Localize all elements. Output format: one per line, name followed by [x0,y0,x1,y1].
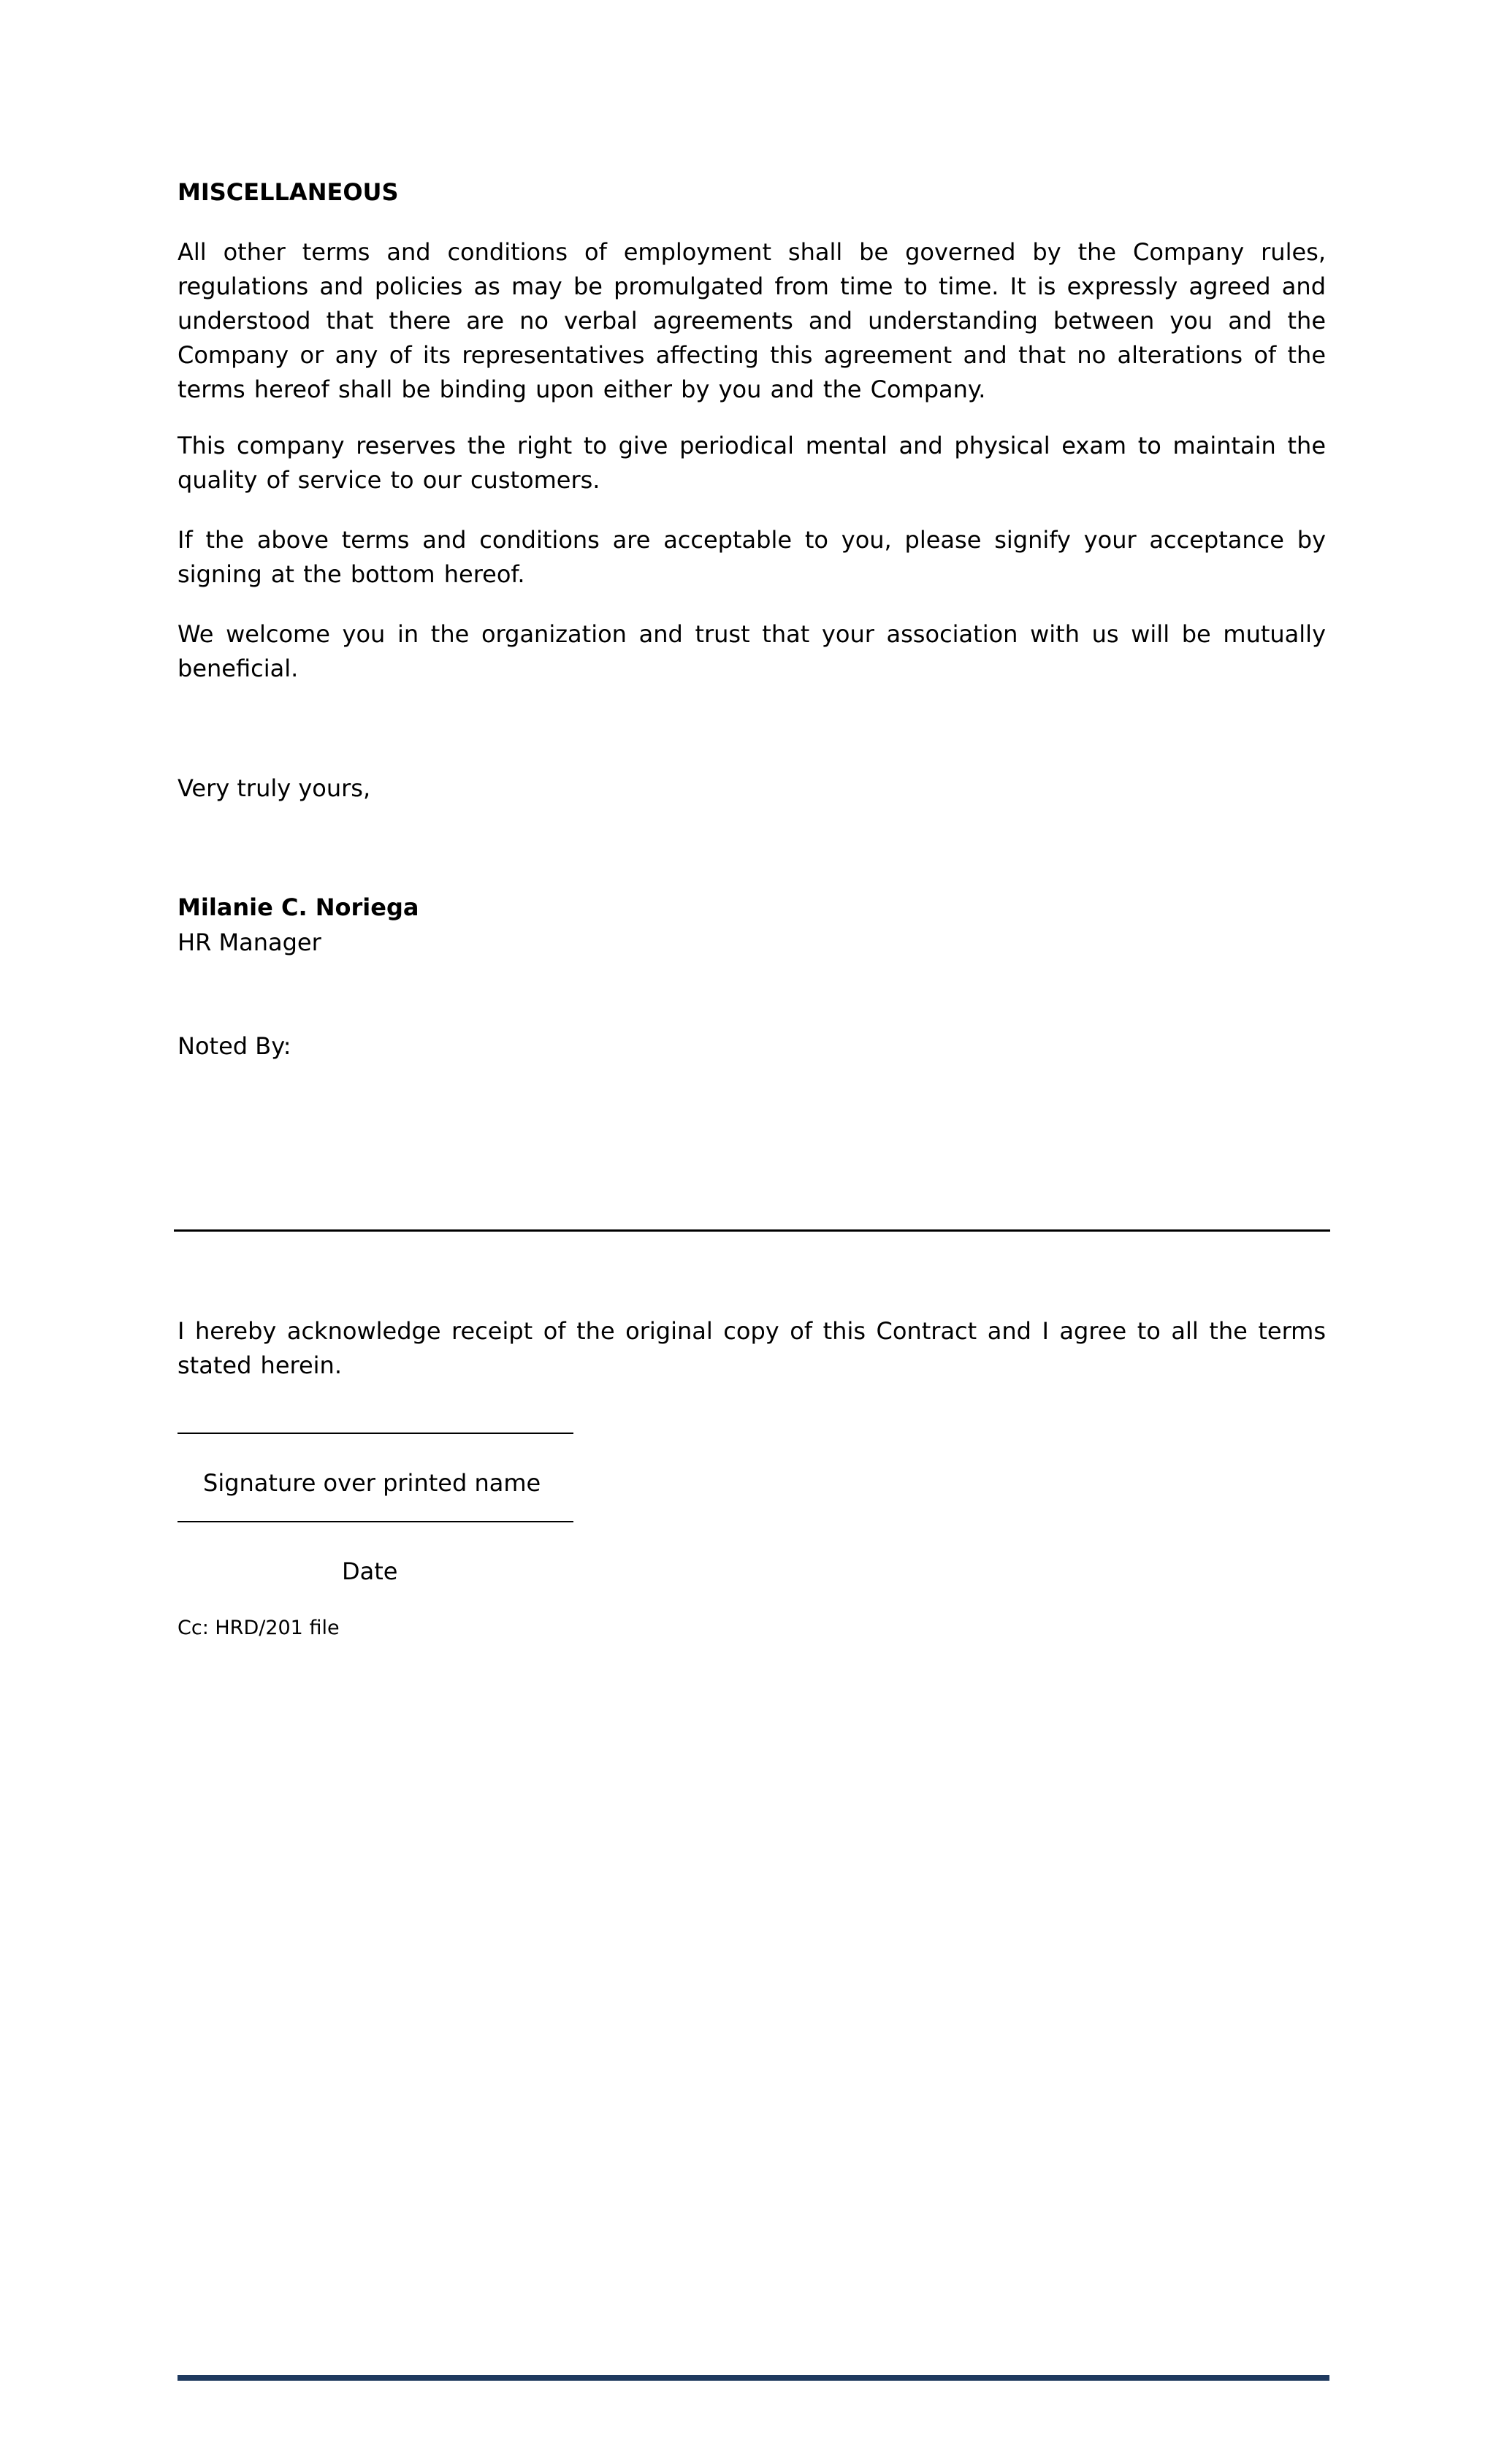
signature-line [178,1433,573,1434]
footer-bar [178,2375,1329,2381]
acknowledgement-text: I hereby acknowledge receipt of the original copy of this Contract and I agree to all the terms stated herein. [178,1317,1326,1379]
paragraph-welcome: We welcome you in the organization and trust that your association with us will be mutually beneficial. [178,620,1326,682]
signatory-name: Milanie C. Noriega [178,893,419,921]
date-caption: Date [342,1557,398,1585]
date-line [178,1521,573,1522]
section-heading: MISCELLANEOUS [178,178,399,206]
paragraph-exam: This company reserves the right to give periodical mental and physical exam to maintain the quality of service to our customers. [178,432,1326,494]
cc-note: Cc: HRD/201 file [178,1617,340,1639]
noted-by-label: Noted By: [178,1032,291,1060]
closing-salutation: Very truly yours, [178,774,371,802]
signature-caption: Signature over printed name [203,1469,541,1497]
paragraph-acceptance: If the above terms and conditions are acceptable to you, please signify your acceptance by signing at the bottom hereof. [178,526,1326,588]
signatory-title: HR Manager [178,928,321,956]
paragraph-terms: All other terms and conditions of employment shall be governed by the Company rules, regulations and policies as may be promulgated from time to time. It is expressly agreed and understood that there are no verbal agreements and understanding between you and the Company or any of its representatives affecting this agreement and that no alterations of the terms hereof shall be binding upon either by you and the Company. [178,238,1326,403]
section-divider [174,1229,1330,1232]
